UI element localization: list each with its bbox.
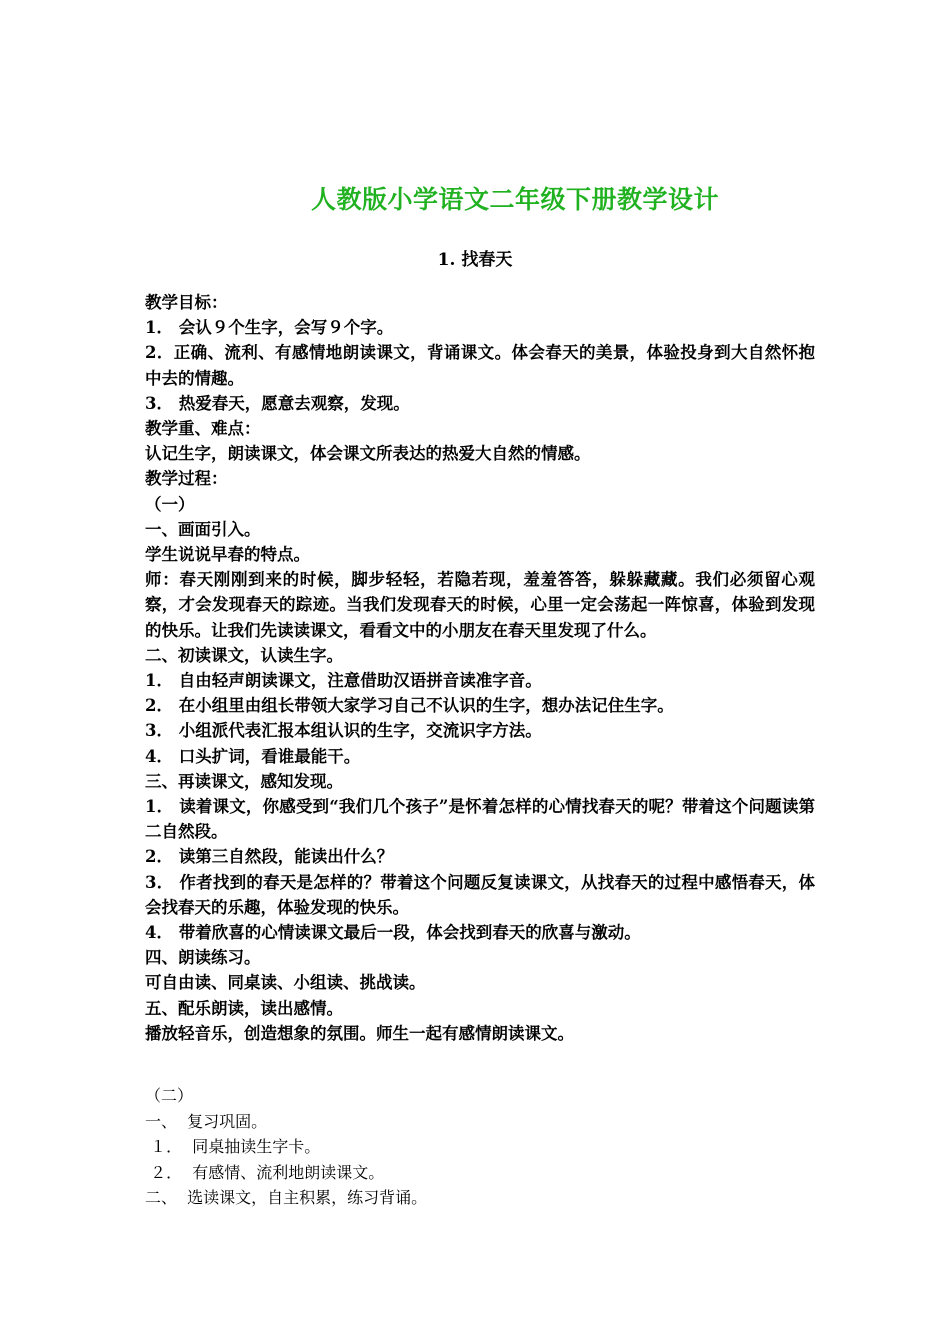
heading-teaching-goals: 教学目标： [145, 293, 228, 312]
teacher-paragraph: 师：春天刚刚到来的时候，脚步轻轻，若隐若现，羞羞答答，躲躲藏藏。我们必须留心观察，才会发现春天的踪迹。当我们发现春天的时候，心里一定会荡起一阵惊喜，体验到发现的快乐。让我们先读读课文，看看文中的小朋友在春天里发现了什么。 [145, 570, 815, 640]
lesson-part-one-label: （一） [145, 494, 195, 514]
step-heading: 一、画面引入。 [145, 519, 261, 539]
step-heading: 三、再读课文，感知发现。 [145, 771, 343, 791]
list-item: ２． 有感情、流利地朗读课文。 [145, 1162, 385, 1182]
step-heading: 五、配乐朗读，读出感情。 [145, 998, 343, 1018]
list-item: １． 同桌抽读生字卡。 [145, 1137, 321, 1156]
document-title: 人教版小学语文二年级下册教学设计 [310, 185, 719, 214]
lesson-title: 1. 找春天 [437, 250, 513, 270]
lesson-body-part-2 [145, 1083, 815, 1211]
key-points-text: 认记生字，朗读课文，体会课文所表达的热爱大自然的情感。 [145, 444, 591, 464]
list-item: 2． 在小组里由组长带领大家学习自己不认识的生字，想办法记住生字。 [145, 696, 674, 716]
list-item: 3． 小组派代表汇报本组认识的生字，交流识字方法。 [145, 721, 542, 741]
paragraph: 可自由读、同桌读、小组读、挑战读。 [145, 973, 426, 993]
list-item: 3． 作者找到的春天是怎样的？带着这个问题反复读课文，从找春天的过程中感悟春天，体会找春天的乐趣，体验发现的快乐。 [145, 872, 815, 917]
heading-key-points: 教学重、难点： [145, 419, 261, 439]
step-heading: 一、 复习巩固。 [145, 1111, 268, 1131]
step-heading: 二、初读课文，认读生字。 [145, 645, 343, 665]
list-item: 4． 带着欣喜的心情读课文最后一段，体会找到春天的欣喜与激动。 [145, 923, 641, 943]
step-heading: 四、朗读练习。 [145, 948, 261, 968]
list-item: 1． 读着课文，你感受到“我们几个孩子”是怀着怎样的心情找春天的呢？带着这个问题读第二自然段。 [145, 797, 815, 842]
goal-item-3: 3． 热爱春天，愿意去观察，发现。 [145, 393, 410, 413]
list-item: 2． 读第三自然段，能读出什么？ [145, 847, 394, 867]
goal-item-2: 2．正确、流利、有感情地朗读课文，背诵课文。体会春天的美景，体验投身到大自然怀抱中去的情趣。 [145, 343, 815, 388]
heading-teaching-process: 教学过程： [145, 469, 228, 489]
lesson-body-part-1 [145, 290, 815, 1046]
list-item: 4． 口头扩词，看谁最能干。 [145, 746, 361, 766]
step-heading: 二、 选读课文，自主积累，练习背诵。 [145, 1188, 428, 1207]
goal-item-1: 1． 会认９个生字，会写９个字。 [145, 318, 394, 338]
lesson-part-two-label: （二） [145, 1086, 194, 1105]
list-item: 1． 自由轻声朗读课文，注意借助汉语拼音读准字音。 [145, 671, 542, 691]
paragraph: 学生说说早春的特点。 [145, 545, 310, 565]
paragraph: 播放轻音乐，创造想象的氛围。师生一起有感情朗读课文。 [145, 1023, 574, 1043]
